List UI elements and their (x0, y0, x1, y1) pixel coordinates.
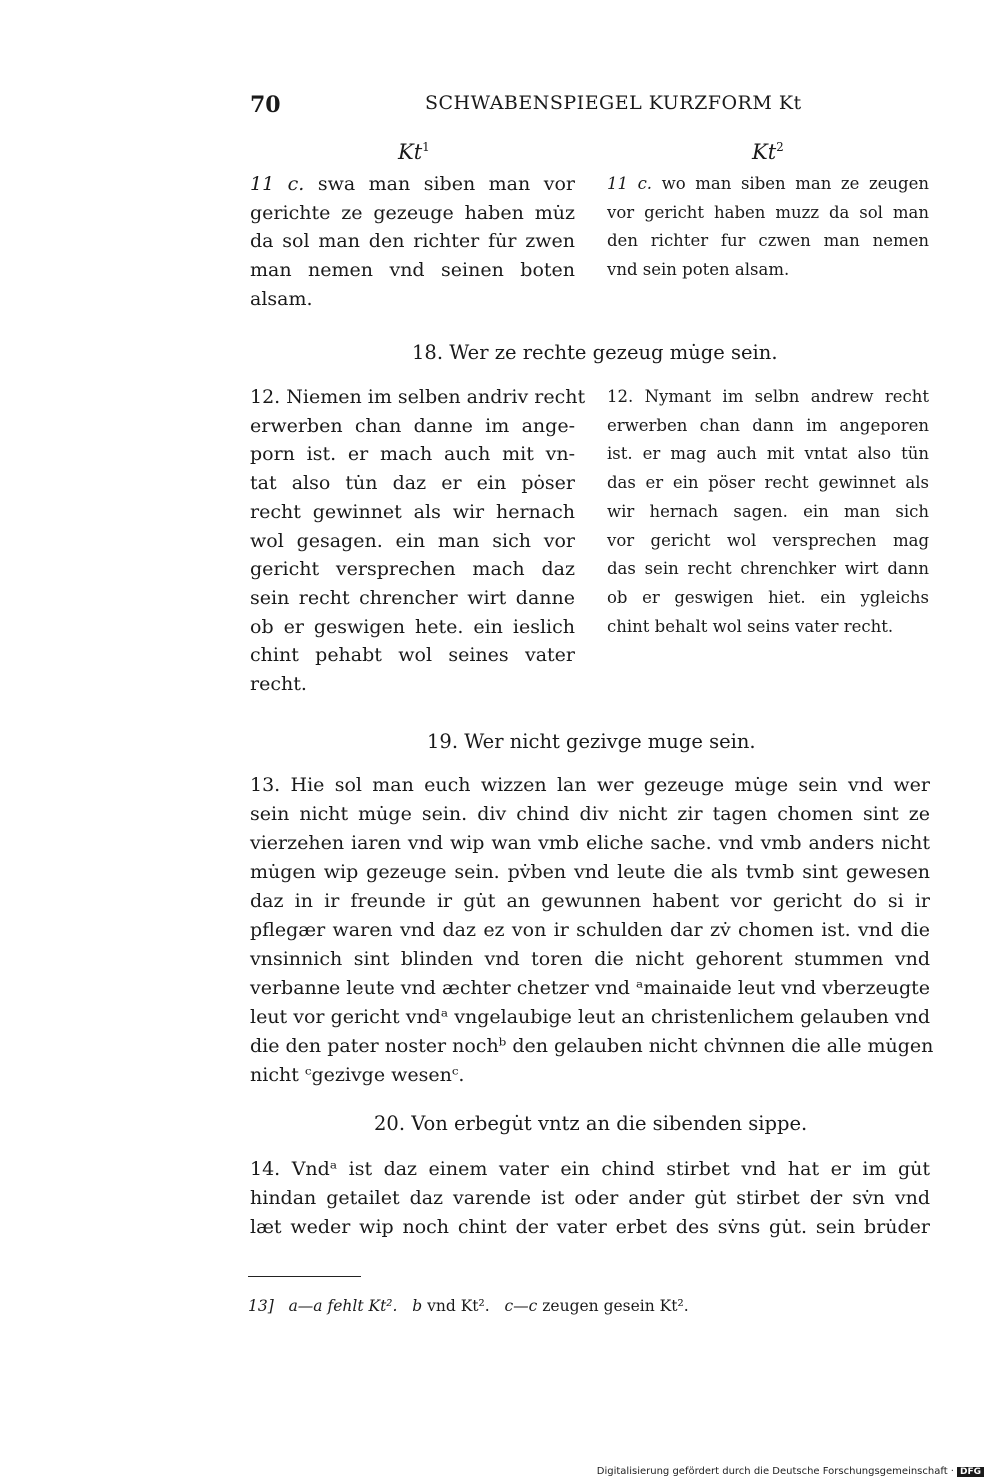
text-line: gericht versprechen mach daz (250, 558, 575, 581)
column-heading-kt1: Kt$^1$ (398, 140, 430, 164)
text-line: recht. (250, 673, 307, 696)
footnote-rule (248, 1276, 361, 1277)
section-11c-kt2 (607, 170, 929, 285)
text-line: læt weder wip noch chint der vater erbet des sv̇ns gu̇t. sein bru̇der (250, 1216, 930, 1238)
text-line: die den pater noster nochᵇ den gelauben nicht chv̇nnen die alle mu̇gen (250, 1035, 934, 1057)
text-line: nicht ᶜgezivge wesenᶜ. (250, 1064, 465, 1086)
text-line: gerichte ze gezeuge haben mu̇z (250, 201, 575, 224)
section-14 (250, 1155, 930, 1242)
text-line: chint behalt wol seins vater recht. (607, 616, 894, 636)
text-line: da sol man den richter fu̇r zwen (250, 230, 575, 253)
text-line: vor gericht haben muzz da sol man (607, 202, 929, 222)
dfg-logo: DFG (957, 1467, 984, 1477)
text-line: 11 c. wo man siben man ze zeugen (607, 174, 929, 193)
text-line: ist. er mag auch mit vntat also tün (607, 444, 929, 464)
text-line: daz in ir freunde ir gu̇t an gewunnen habent vor gericht do si ir (250, 890, 930, 912)
text-line: pflegær waren vnd daz ez von ir schulden dar zv̇ chomen ist. vnd die (250, 919, 930, 941)
text-line: mu̇gen wip gezeuge sein. pv̇ben vnd leute die als tvmb sint gewesen (250, 861, 930, 883)
text-line: erwerben chan danne im ange- (250, 414, 575, 437)
section-heading-20: 20. Von erbegu̇t vntz an die sibenden sippe. (374, 1112, 808, 1135)
text-line: leut vor gericht vndᵃ vngelaubige leut an christenlichem gelauben vnd (250, 1006, 930, 1028)
text-line: vierzehen iaren vnd wip wan vmb eliche sache. vnd vmb anders nicht (250, 832, 930, 854)
text-line: das sein recht chrenchker wirt dann (607, 559, 929, 579)
text-line: hindan getailet daz varende ist oder ander gu̇t stirbet der sv̇n vnd (250, 1187, 930, 1209)
text-line: porn ist. er mach auch mit vn- (250, 443, 575, 466)
section-12-kt1 (250, 383, 586, 699)
text-line: chint pehabt wol seines vater (250, 644, 575, 667)
running-title: SCHWABENSPIEGEL KURZFORM Kt (425, 92, 802, 114)
text-line: 14. Vndᵃ ist daz einem vater ein chind stirbet vnd hat er im gu̇t (250, 1158, 930, 1180)
footnote: 13] a—a fehlt Kt². b vnd Kt². c—c zeugen gesein Kt². (248, 1297, 689, 1315)
text-line: 12. Nymant im selbn andrew recht (607, 387, 929, 406)
text-line: vnsinnich sint blinden vnd toren die nicht gehorent stummen vnd (250, 948, 930, 970)
section-heading-19: 19. Wer nicht gezivge muge sein. (427, 730, 756, 753)
page-number: 70 (250, 92, 281, 118)
digitization-credit: Digitalisierung gefördert durch die Deutsche Forschungsgemeinschaft · DFG (597, 1466, 984, 1477)
text-line: 13. Hie sol man euch wizzen lan wer gezeuge mu̇ge sein vnd wer (250, 774, 930, 796)
section-12-kt2 (607, 383, 929, 641)
text-line: erwerben chan dann im angeporen (607, 415, 929, 435)
text-line: wol gesagen. ein man sich vor (250, 529, 575, 552)
text-line: 12. Niemen im selben andriv recht (250, 386, 586, 408)
section-13 (250, 771, 934, 1090)
text-line: 11 c. swa man siben man vor (250, 173, 575, 195)
text-line: tat also tu̇n daz er ein pȯser (250, 472, 575, 495)
text-line: das er ein pöser recht gewinnet als (607, 473, 929, 493)
text-line: man nemen vnd seinen boten (250, 259, 575, 282)
text-line: vor gericht wol versprechen mag (607, 530, 929, 550)
column-heading-kt2: Kt$^2$ (752, 140, 784, 164)
text-line: alsam. (250, 287, 313, 310)
text-line: wir hernach sagen. ein man sich (607, 501, 929, 521)
text-line: verbanne leute vnd æchter chetzer vnd ᵃmainaide leut vnd vberzeugte (250, 977, 931, 999)
text-line: recht gewinnet als wir hernach (250, 500, 575, 523)
section-11c-kt1 (250, 170, 575, 314)
text-line: ob er geswigen hete. ein ieslich (250, 615, 575, 638)
text-line: sein recht chrencher wirt danne (250, 586, 575, 609)
text-line: den richter fur czwen man nemen (607, 231, 929, 251)
text-line: vnd sein poten alsam. (607, 260, 790, 280)
text-line: sein nicht mu̇ge sein. div chind div nicht zir tagen chomen sint ze (250, 803, 930, 825)
text-line: ob er geswigen hiet. ein ygleichs (607, 587, 929, 607)
section-heading-18: 18. Wer ze rechte gezeug mu̇ge sein. (412, 341, 778, 364)
